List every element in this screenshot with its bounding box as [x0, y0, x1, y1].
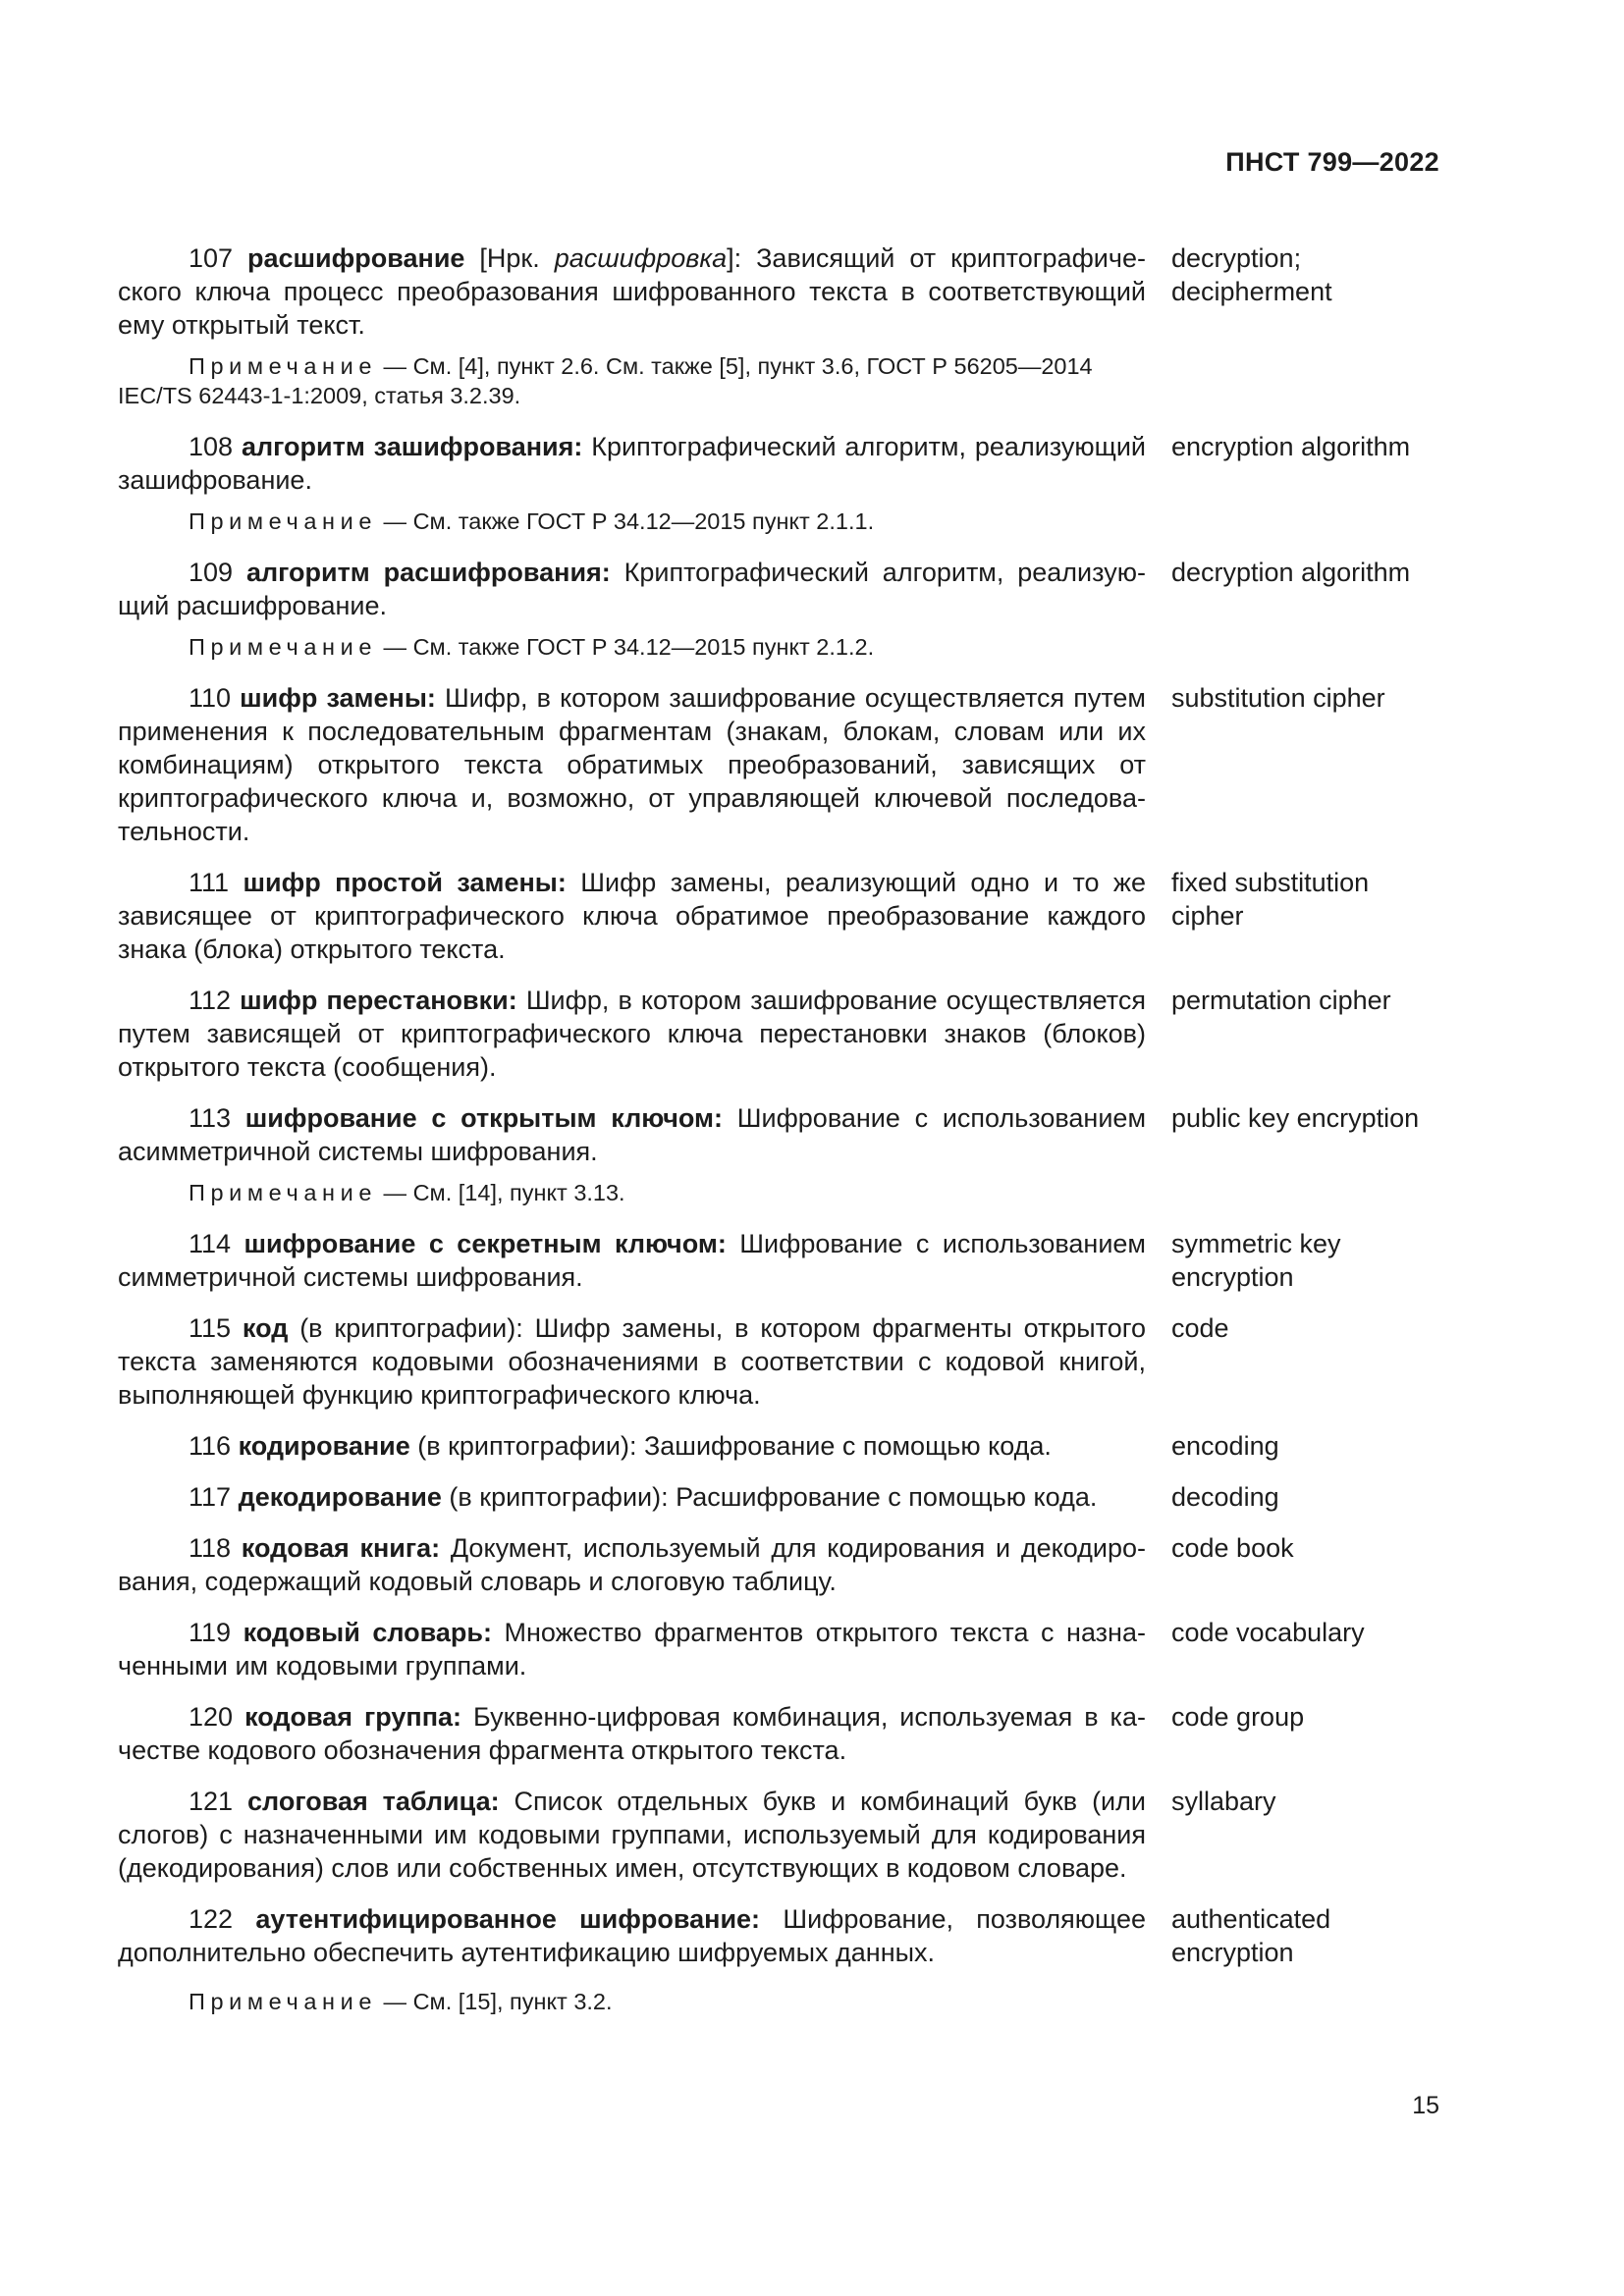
term-note-122: [118, 1987, 1146, 2016]
term-definition: [118, 1311, 1146, 1412]
term-name: алгоритм зашифрования:: [241, 432, 583, 461]
term-definition: [118, 1227, 1146, 1294]
note-text: — См. [4], пункт 2.6. См. также [5], пункт 3.6, ГОСТ Р 56205—2014 IEC/TS 62443-1-1:2009, статья 3.2.39.: [118, 353, 1093, 408]
term-entry-118: [118, 1531, 1443, 1598]
english-equivalent: decryption; decipherment: [1171, 243, 1332, 306]
english-equivalent: permutation cipher: [1171, 986, 1391, 1015]
term-definition: [118, 1531, 1146, 1598]
english-equivalent: code vocabulary: [1171, 1618, 1365, 1647]
definition-text: Зависящий от криптографического ключа процесс преобразования шифрованного текста в соответствующий ему открытый текст.: [118, 243, 1146, 340]
term-definition: [118, 1785, 1146, 1885]
definition-text: Список отдельных букв и комбинаций букв (или слогов) с назначенными им кодовыми группами, используемый для кодирования (декодирования) слов или собственных имен, отсутствующих в кодовом словаре.: [118, 1787, 1146, 1883]
term-number: 120: [189, 1702, 234, 1732]
definition-text: Множество фрагментов открытого текста с назначенными им кодовыми группами.: [118, 1618, 1146, 1681]
term-entry-110: [118, 681, 1443, 848]
term-definition: [118, 1429, 1146, 1463]
definition-text: Криптографический алгоритм, реализующий зашифрование.: [118, 432, 1146, 495]
definition-text: Буквенно-цифровая комбинация, используемая в качестве кодового обозначения фрагмента открытого текста.: [118, 1702, 1146, 1765]
term-number: 118: [189, 1533, 232, 1563]
term-name: шифр перестановки:: [240, 986, 517, 1015]
term-definition: [118, 1700, 1146, 1767]
term-number: 115: [189, 1313, 243, 1343]
note-label: Примечание: [189, 508, 378, 534]
english-equivalent: code group: [1171, 1702, 1305, 1732]
term-name: алгоритм расшифрования:: [245, 558, 611, 587]
term-entry-107: [118, 241, 1443, 342]
deprecated-term: расшифровка: [554, 243, 728, 273]
definition-text: Шифрование, позволяющее дополнительно обеспечить аутентификацию шифруемых данных.: [118, 1904, 1146, 1967]
term-definition: [118, 1101, 1146, 1168]
term-name: декодирование: [238, 1482, 442, 1512]
term-name: шифр простой замены:: [243, 868, 567, 897]
english-equivalent: symmetric key encryption: [1171, 1229, 1341, 1292]
term-entry-120: [118, 1700, 1443, 1767]
term-definition: 107 расшифрование [Нрк. расшифровка]: Зависящий от криптографического ключа процесс преобразования шифрованного текста в соответствующий ему открытый текст.: [118, 243, 1146, 340]
term-name: код: [242, 1313, 289, 1343]
term-name: расшифрование: [247, 243, 465, 273]
term-definition: [118, 681, 1146, 848]
note-label: Примечание: [189, 353, 378, 379]
term-number: 121: [189, 1787, 234, 1816]
note-label: Примечание: [189, 634, 378, 660]
term-name: кодовая книга:: [241, 1533, 441, 1563]
definition-text: Документ, используемый для кодирования и декодирования, содержащий кодовый словарь и слоговую таблицу.: [118, 1533, 1146, 1596]
english-equivalent: decoding: [1171, 1482, 1279, 1512]
term-number: 108: [189, 432, 234, 461]
english-equivalent: code book: [1171, 1533, 1294, 1563]
english-equivalent: syllabary: [1171, 1787, 1276, 1816]
term-name: кодовый словарь:: [243, 1618, 492, 1647]
term-number: 110: [189, 683, 232, 713]
term-number: 116: [189, 1431, 232, 1461]
term-definition: [118, 556, 1146, 622]
definition-text: Шифрование с использованием симметричной системы шифрования.: [118, 1229, 1146, 1292]
note-text: — См. [14], пункт 3.13.: [377, 1180, 625, 1205]
definition-text: Шифр замены, реализующий одно и то же зависящее от криптографического ключа обратимое преобразование каждого знака (блока) открытого текста.: [118, 868, 1147, 964]
term-name: слоговая таблица:: [247, 1787, 500, 1816]
note-text: — См. также ГОСТ Р 34.12—2015 пункт 2.1.2.: [377, 634, 875, 660]
term-definition: [118, 866, 1146, 966]
term-entry-119: [118, 1616, 1443, 1682]
term-entry-113: [118, 1101, 1443, 1168]
english-equivalent: decryption algorithm: [1171, 558, 1411, 587]
definition-text: (в криптографии): Шифр замены, в котором фрагменты открытого текста заменяются кодовыми обозначениями в соответствии с кодовой книгой, выполняющей функцию криптографического ключа.: [118, 1313, 1146, 1410]
definition-text: (в криптографии): Расшифрование с помощью кода.: [441, 1482, 1098, 1512]
document-code: ПНСТ 799—2022: [1225, 147, 1439, 177]
term-entry-116: [118, 1429, 1443, 1463]
term-name: шифрование с секретным ключом:: [244, 1229, 727, 1258]
term-number: 111: [189, 868, 230, 897]
term-definition: [118, 1480, 1146, 1514]
note-label: Примечание: [189, 1989, 378, 2014]
term-number: 107: [189, 243, 234, 273]
english-equivalent: code: [1171, 1313, 1229, 1343]
term-note-108: [118, 507, 1146, 536]
term-number: 117: [189, 1482, 232, 1512]
term-definition: [118, 1902, 1146, 1969]
term-entry-117: [118, 1480, 1443, 1514]
term-name: кодирование: [238, 1431, 410, 1461]
english-equivalent: encryption algorithm: [1171, 432, 1411, 461]
term-note-113: [118, 1178, 1146, 1207]
terms-list: [118, 241, 1443, 2016]
term-entry-122: [118, 1902, 1443, 1969]
english-equivalent: public key encryption: [1171, 1103, 1420, 1133]
term-definition: [118, 1616, 1146, 1682]
term-entry-109: [118, 556, 1443, 622]
note-text: — См. [15], пункт 3.2.: [377, 1989, 613, 2014]
term-entry-121: [118, 1785, 1443, 1885]
term-number: 112: [189, 986, 232, 1015]
english-equivalent: substitution cipher: [1171, 683, 1385, 713]
definition-text: (в криптографии): Зашифрование с помощью кода.: [409, 1431, 1052, 1461]
term-name: кодовая группа:: [244, 1702, 462, 1732]
term-number: 113: [189, 1103, 232, 1133]
term-number: 114: [189, 1229, 232, 1258]
note-label: Примечание: [189, 1180, 378, 1205]
term-definition: [118, 430, 1146, 497]
definition-text: Криптографический алгоритм, реализующий расшифрование.: [118, 558, 1146, 620]
term-note-107: [118, 351, 1146, 410]
english-equivalent: authenticated encryption: [1171, 1904, 1331, 1967]
english-equivalent: fixed substitution cipher: [1171, 868, 1370, 931]
definition-text: Шифр, в котором зашифрование осуществляется путем зависящей от криптографического ключа перестановки знаков (блоков) открытого текста (сообщения).: [118, 986, 1146, 1082]
term-entry-115: [118, 1311, 1443, 1412]
note-text: — См. также ГОСТ Р 34.12—2015 пункт 2.1.1.: [377, 508, 875, 534]
term-name: аутентифицированное шифрование:: [255, 1904, 761, 1934]
term-name: шифр замены:: [240, 683, 436, 713]
definition-text: Шифр, в котором зашифрование осуществляется путем применения к последовательным фрагментам (знакам, блокам, словам или их комбинациям) открытого текста обратимых преобразований, зависящих от криптографического ключа и, возможно, от управляющей ключевой последовательности.: [118, 683, 1146, 846]
definition-text: Шифрование с использованием асимметричной системы шифрования.: [118, 1103, 1147, 1166]
term-number: 122: [189, 1904, 234, 1934]
term-entry-111: [118, 866, 1443, 966]
page-number: 15: [1412, 2092, 1439, 2119]
english-equivalent: encoding: [1171, 1431, 1279, 1461]
term-name: шифрование с открытым ключом:: [244, 1103, 724, 1133]
term-note-109: [118, 632, 1146, 662]
term-definition: [118, 984, 1146, 1084]
term-number: 109: [189, 558, 234, 587]
term-entry-112: [118, 984, 1443, 1084]
term-number: 119: [189, 1618, 232, 1647]
term-entry-114: [118, 1227, 1443, 1294]
term-entry-108: [118, 430, 1443, 497]
